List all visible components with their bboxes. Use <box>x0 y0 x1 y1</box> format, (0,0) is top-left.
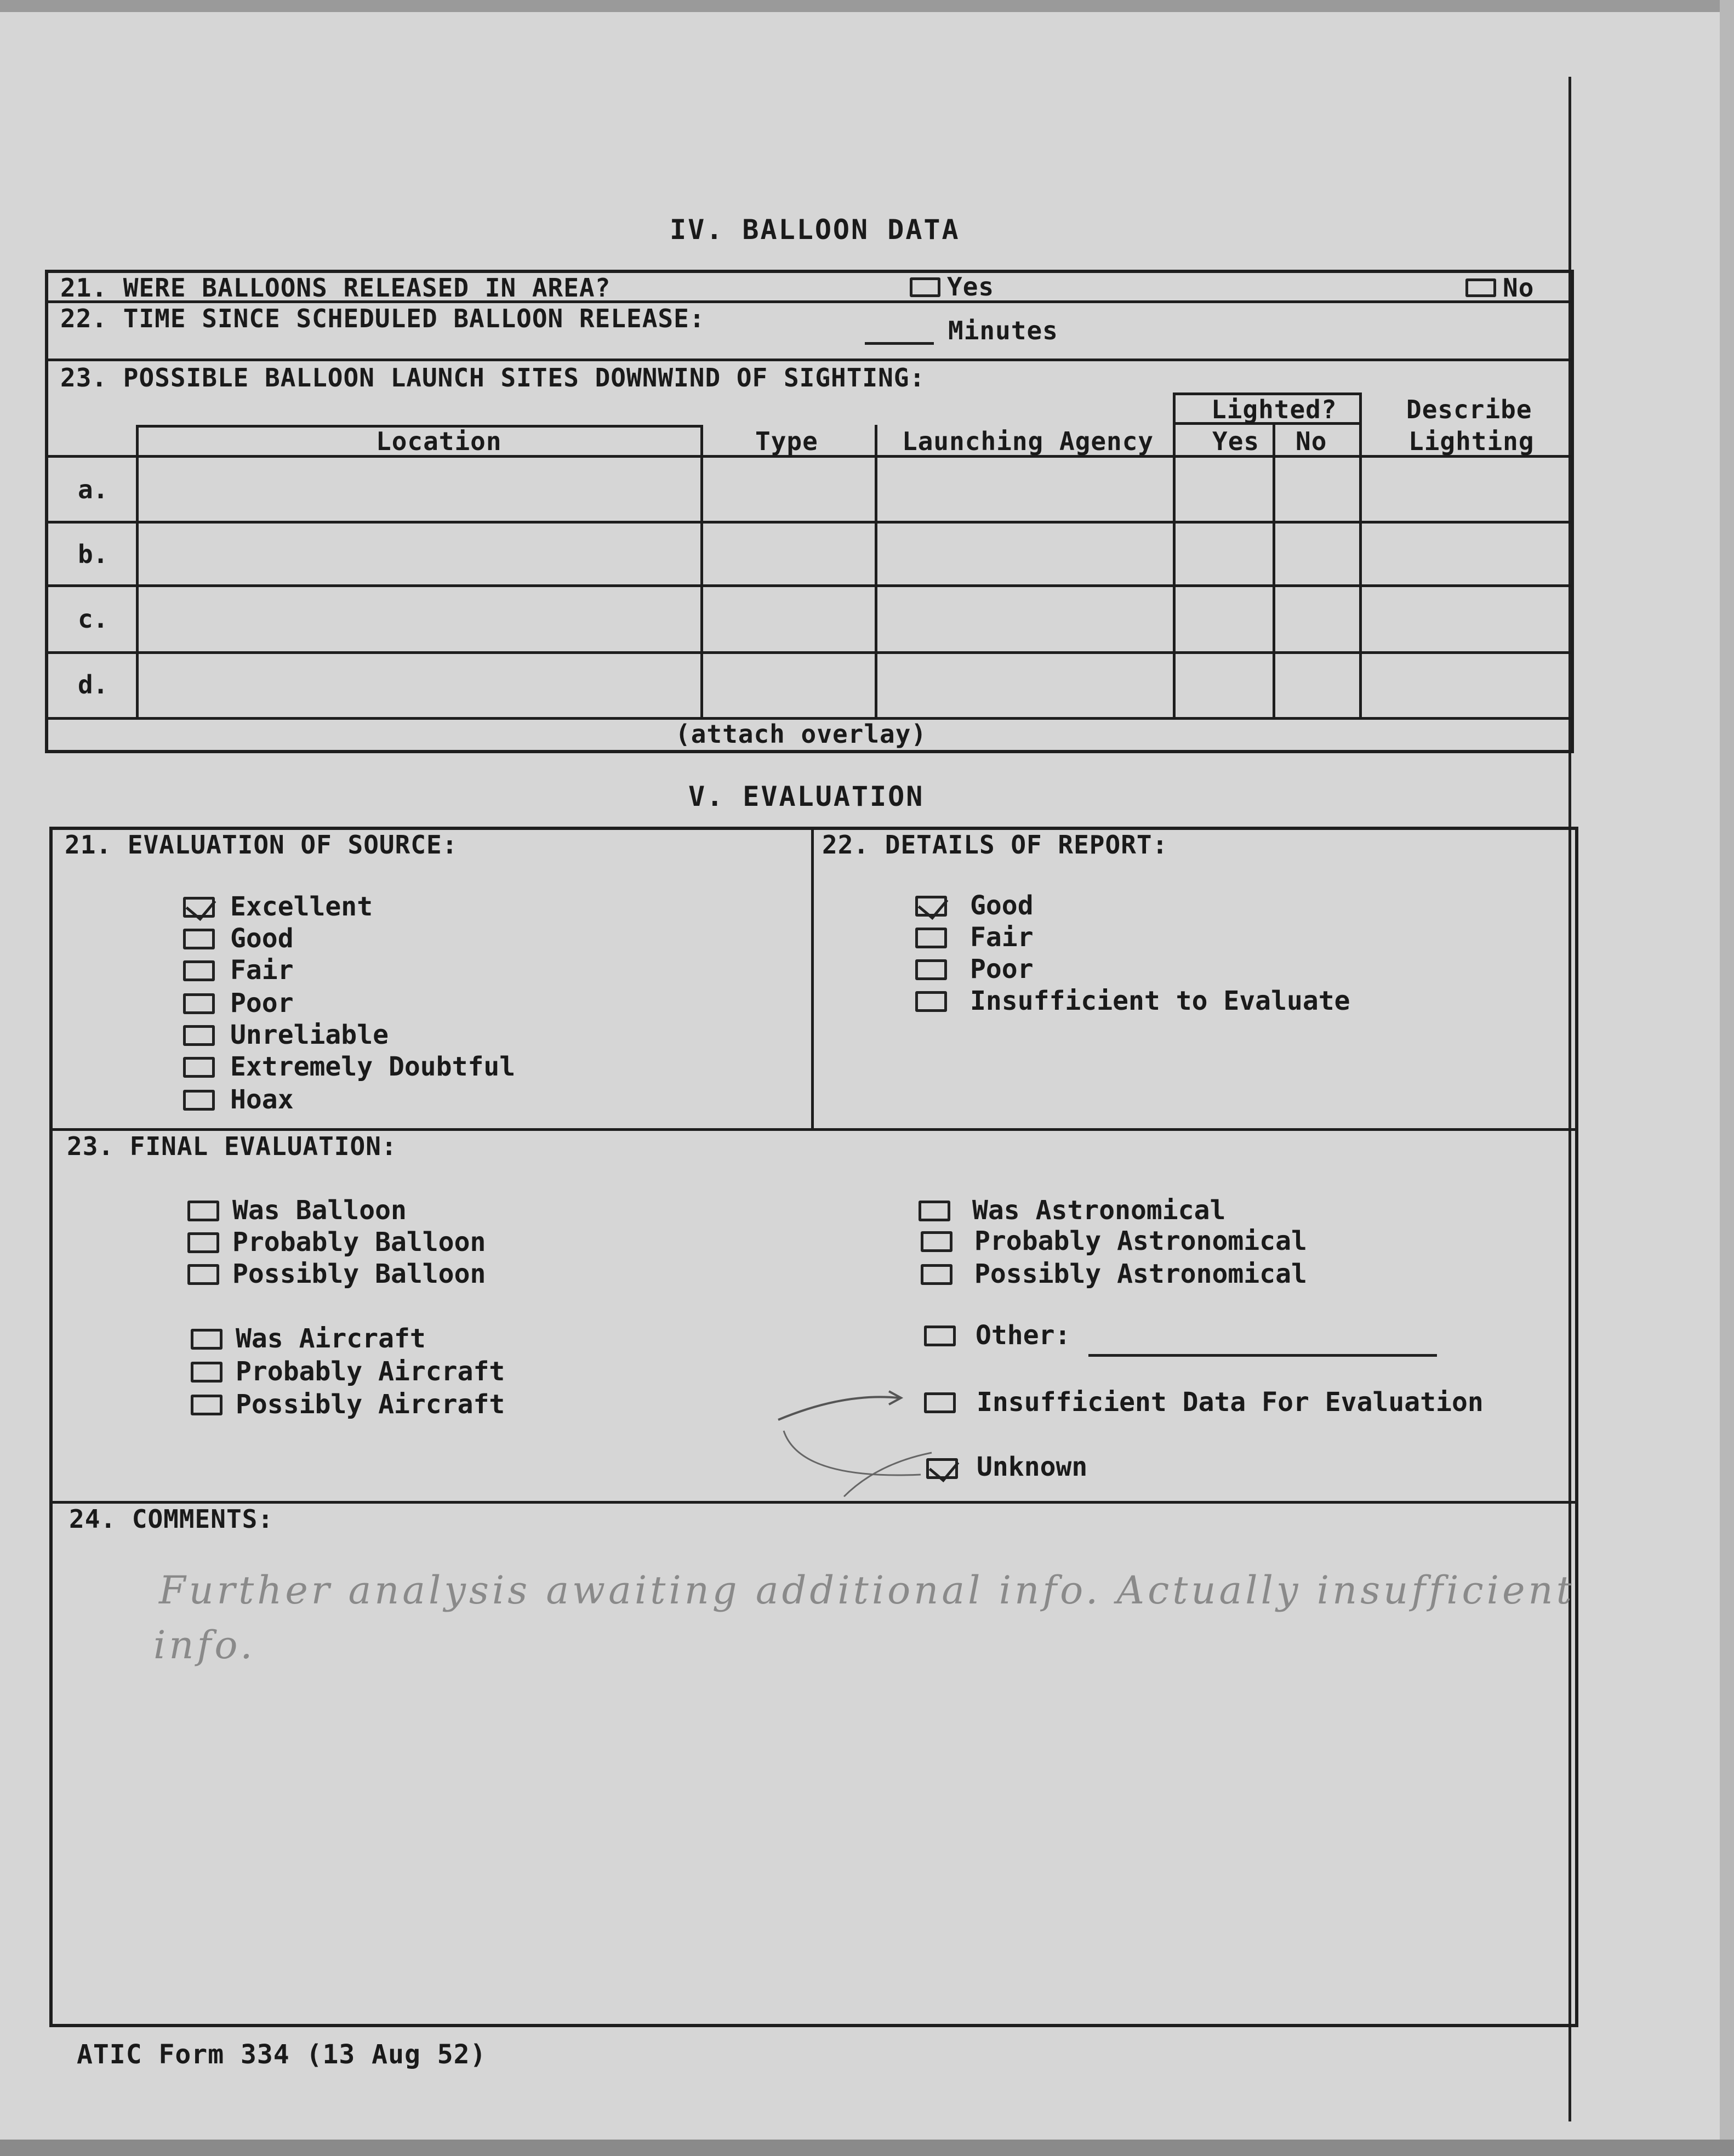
balloon-section-title: IV. BALLOON DATA <box>670 214 960 246</box>
scan-edge-bottom <box>0 2140 1734 2156</box>
col-lighting: Lighting <box>1408 426 1535 456</box>
source-fair-label: Fair <box>230 955 294 986</box>
final-was-astronomical-checkbox[interactable] <box>919 1201 950 1221</box>
final-possibly-astronomical-label: Possibly Astronomical <box>974 1259 1307 1289</box>
final-probably-astronomical-checkbox[interactable] <box>921 1231 952 1252</box>
source-fair-checkbox[interactable] <box>183 960 215 981</box>
q21-label: 21. WERE BALLOONS RELEASED IN AREA? <box>60 273 611 303</box>
details-label: 22. DETAILS OF REPORT: <box>822 830 1168 860</box>
scan-edge-right <box>1720 0 1734 2156</box>
final-probably-balloon-label: Probably Balloon <box>232 1227 486 1258</box>
col-lighted: Lighted? <box>1211 395 1337 424</box>
col-describe: Describe <box>1406 395 1532 424</box>
form-footer: ATIC Form 334 (13 Aug 52) <box>77 2039 487 2070</box>
handdrawn-arrow-mark <box>767 1370 943 1502</box>
final-was-aircraft-checkbox[interactable] <box>191 1329 223 1350</box>
details-poor-checkbox[interactable] <box>915 959 947 980</box>
row-label-a: a. <box>78 475 109 504</box>
final-probably-aircraft-label: Probably Aircraft <box>236 1356 505 1387</box>
balloons-released-no-checkbox[interactable] <box>1465 278 1496 297</box>
handwritten-comment-line1: Further analysis awaiting additional info. Actually insufficient <box>159 1568 1575 1613</box>
source-poor-checkbox[interactable] <box>183 993 215 1014</box>
details-good-label: Good <box>970 890 1034 921</box>
source-poor-label: Poor <box>230 988 294 1019</box>
col-location: Location <box>376 426 502 456</box>
source-good-label: Good <box>230 923 294 954</box>
source-extremely-doubtful-label: Extremely Doubtful <box>230 1051 516 1082</box>
source-unreliable-checkbox[interactable] <box>183 1025 215 1046</box>
final-probably-astronomical-label: Probably Astronomical <box>974 1226 1307 1256</box>
final-possibly-balloon-label: Possibly Balloon <box>232 1259 486 1289</box>
source-hoax-label: Hoax <box>230 1084 294 1115</box>
comments-label: 24. COMMENTS: <box>69 1504 274 1534</box>
source-excellent-checkbox[interactable] <box>183 897 215 918</box>
final-was-astronomical-label: Was Astronomical <box>972 1195 1226 1226</box>
details-poor-label: Poor <box>970 954 1034 985</box>
final-other-label: Other: <box>976 1320 1071 1351</box>
final-other-checkbox[interactable] <box>924 1326 956 1346</box>
final-other-input-line[interactable] <box>1088 1354 1437 1357</box>
source-extremely-doubtful-checkbox[interactable] <box>183 1057 215 1078</box>
final-possibly-aircraft-label: Possibly Aircraft <box>236 1389 505 1420</box>
row-label-d: d. <box>78 670 109 699</box>
balloons-released-no-label: No <box>1503 273 1535 303</box>
handwritten-comment-line2: info. <box>153 1623 256 1668</box>
q22-label: 22. TIME SINCE SCHEDULED BALLOON RELEASE: <box>60 304 705 333</box>
source-excellent-label: Excellent <box>230 891 373 922</box>
source-hoax-checkbox[interactable] <box>183 1090 215 1111</box>
balloon-data-box <box>45 270 1574 753</box>
final-probably-balloon-checkbox[interactable] <box>187 1232 219 1253</box>
row-label-b: b. <box>78 539 109 569</box>
details-fair-checkbox[interactable] <box>915 928 947 948</box>
col-launching-agency: Launching Agency <box>902 426 1154 456</box>
balloons-released-yes-label: Yes <box>947 272 995 302</box>
balloons-released-yes-checkbox[interactable] <box>910 277 940 297</box>
col-type: Type <box>755 426 818 456</box>
details-good-checkbox[interactable] <box>915 896 947 917</box>
source-eval-label: 21. EVALUATION OF SOURCE: <box>65 830 458 860</box>
final-eval-label: 23. FINAL EVALUATION: <box>67 1131 397 1161</box>
col-lighted-yes: Yes <box>1212 426 1260 456</box>
final-probably-aircraft-checkbox[interactable] <box>191 1362 223 1383</box>
minutes-input-line[interactable] <box>865 342 934 345</box>
scan-edge-top <box>0 0 1734 12</box>
details-insufficient-checkbox[interactable] <box>915 991 947 1012</box>
row-label-c: c. <box>78 604 109 634</box>
final-was-balloon-checkbox[interactable] <box>187 1201 219 1221</box>
final-was-aircraft-label: Was Aircraft <box>236 1323 426 1354</box>
source-unreliable-label: Unreliable <box>230 1020 389 1050</box>
final-was-balloon-label: Was Balloon <box>232 1195 407 1226</box>
evaluation-section-title: V. EVALUATION <box>688 781 925 812</box>
final-possibly-aircraft-checkbox[interactable] <box>191 1395 223 1415</box>
details-insufficient-label: Insufficient to Evaluate <box>970 986 1350 1016</box>
q23-label: 23. POSSIBLE BALLOON LAUNCH SITES DOWNWIND OF SIGHTING: <box>60 363 926 392</box>
minutes-label: Minutes <box>948 316 1058 345</box>
col-lighted-no: No <box>1296 426 1327 456</box>
details-fair-label: Fair <box>970 922 1034 953</box>
final-possibly-astronomical-checkbox[interactable] <box>921 1264 952 1285</box>
attach-overlay-note: (attach overlay) <box>675 719 927 749</box>
source-good-checkbox[interactable] <box>183 929 215 949</box>
final-insufficient-data-label: Insufficient Data For Evaluation <box>977 1387 1484 1418</box>
final-unknown-label: Unknown <box>977 1452 1088 1482</box>
final-possibly-balloon-checkbox[interactable] <box>187 1264 219 1285</box>
